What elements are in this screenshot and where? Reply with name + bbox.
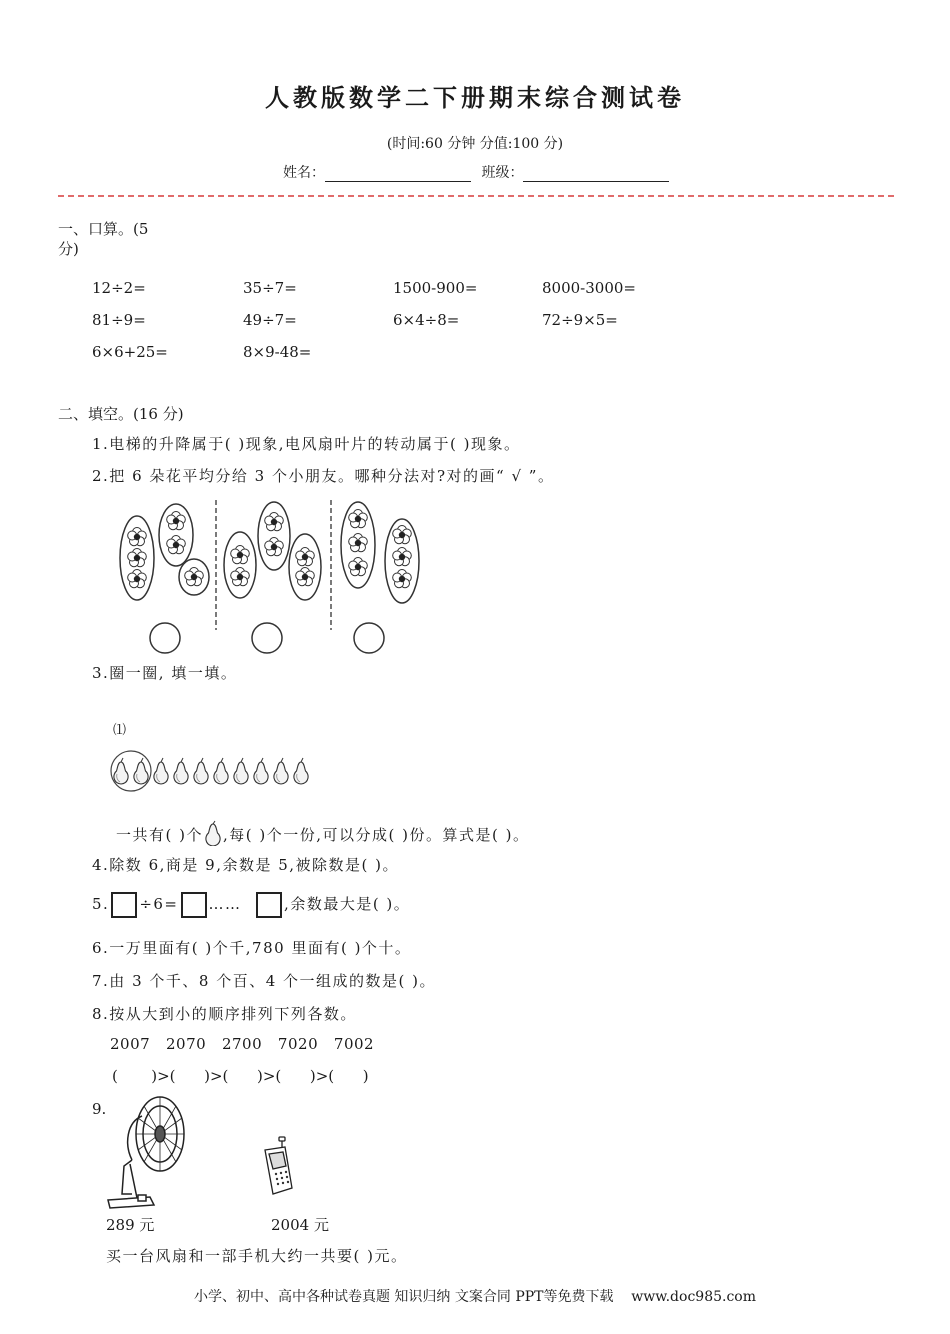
question-9: 9. (92, 1100, 107, 1118)
calc-problem: 6×6+25= (92, 343, 168, 361)
flower-groups-illustration (110, 495, 430, 660)
name-class-row (283, 162, 675, 182)
quotient-box[interactable] (181, 892, 207, 918)
question-3: 3.圈一圈, 填一填。 (92, 664, 238, 682)
page-title: 人教版数学二下册期末综合测试卷 (265, 84, 685, 112)
pears-illustration (105, 748, 315, 796)
q8-blanks: ( )>( )>( )>( )>( ) (112, 1067, 369, 1085)
phone-illustration (258, 1136, 298, 1198)
q9-question: 买一台风扇和一部手机大约一共要( )元。 (106, 1247, 408, 1265)
fan-price: 289 元 (106, 1216, 155, 1234)
calc-problem: 35÷7= (243, 279, 297, 297)
section1-title-line1: 一、口算。(5 (58, 220, 149, 238)
name-label: 姓名： (283, 165, 325, 181)
q5-tail: ,余数最大是( )。 (284, 895, 411, 913)
pear-icons (114, 758, 308, 784)
section1-title-line2: 分) (58, 240, 79, 258)
section2-title: 二、填空。(16 分) (58, 405, 184, 423)
calc-problem: 1500-900= (393, 279, 478, 297)
class-label: 班级： (481, 165, 524, 181)
question-2: 2.把 6 朵花平均分给 3 个小朋友。哪种分法对?对的画“ √ ”。 (92, 467, 555, 485)
class-blank[interactable] (523, 167, 669, 182)
q8-numbers: 2007 2070 2700 7020 7002 (110, 1035, 375, 1053)
answer-circle (354, 623, 384, 653)
q5-number: 5. (92, 895, 110, 913)
flower-icons (128, 510, 412, 588)
exam-info: (时间:60 分钟 分值:100 分) (386, 136, 564, 152)
calc-problem: 12÷2= (92, 279, 146, 297)
question-6: 6.一万里面有( )个千,780 里面有( )个十。 (92, 939, 412, 957)
question-7: 7.由 3 个千、8 个百、4 个一组成的数是( )。 (92, 972, 436, 990)
question-3-fill (116, 820, 529, 846)
question-8: 8.按从大到小的顺序排列下列各数。 (92, 1005, 357, 1023)
footer-text: 小学、初中、高中各种试卷真题 知识归纳 文案合同 PPT等免费下载 www.doc985.com (193, 1289, 756, 1305)
q3-fill-part-a: 一共有( )个 (116, 826, 203, 844)
fan-illustration (102, 1094, 192, 1214)
question-5 (92, 892, 410, 918)
q3-fill-part-b: ,每( )个一份,可以分成( )份。算式是( )。 (222, 826, 530, 844)
calc-problem: 8000-3000= (542, 279, 636, 297)
calc-problem: 81÷9= (92, 311, 146, 329)
question-4: 4.除数 6,商是 9,余数是 5,被除数是( )。 (92, 856, 400, 874)
q5-dots: …… (208, 895, 242, 913)
calc-problem: 8×9-48= (243, 343, 312, 361)
question-1: 1.电梯的升降属于( )现象,电风扇叶片的转动属于( )现象。 (92, 435, 521, 453)
name-blank[interactable] (325, 167, 471, 182)
answer-circle (252, 623, 282, 653)
flower-group-oval (224, 532, 256, 598)
answer-circle (150, 623, 180, 653)
divider (58, 195, 894, 197)
calc-problem: 6×4÷8= (393, 311, 460, 329)
remainder-box[interactable] (256, 892, 282, 918)
pear-icon (203, 820, 223, 846)
question-3-sub: ⑴ (113, 723, 127, 738)
q5-divide: ÷6= (139, 895, 179, 913)
dividend-box[interactable] (111, 892, 137, 918)
calc-problem: 49÷7= (243, 311, 297, 329)
calc-problem: 72÷9×5= (542, 311, 618, 329)
phone-price: 2004 元 (271, 1216, 329, 1234)
